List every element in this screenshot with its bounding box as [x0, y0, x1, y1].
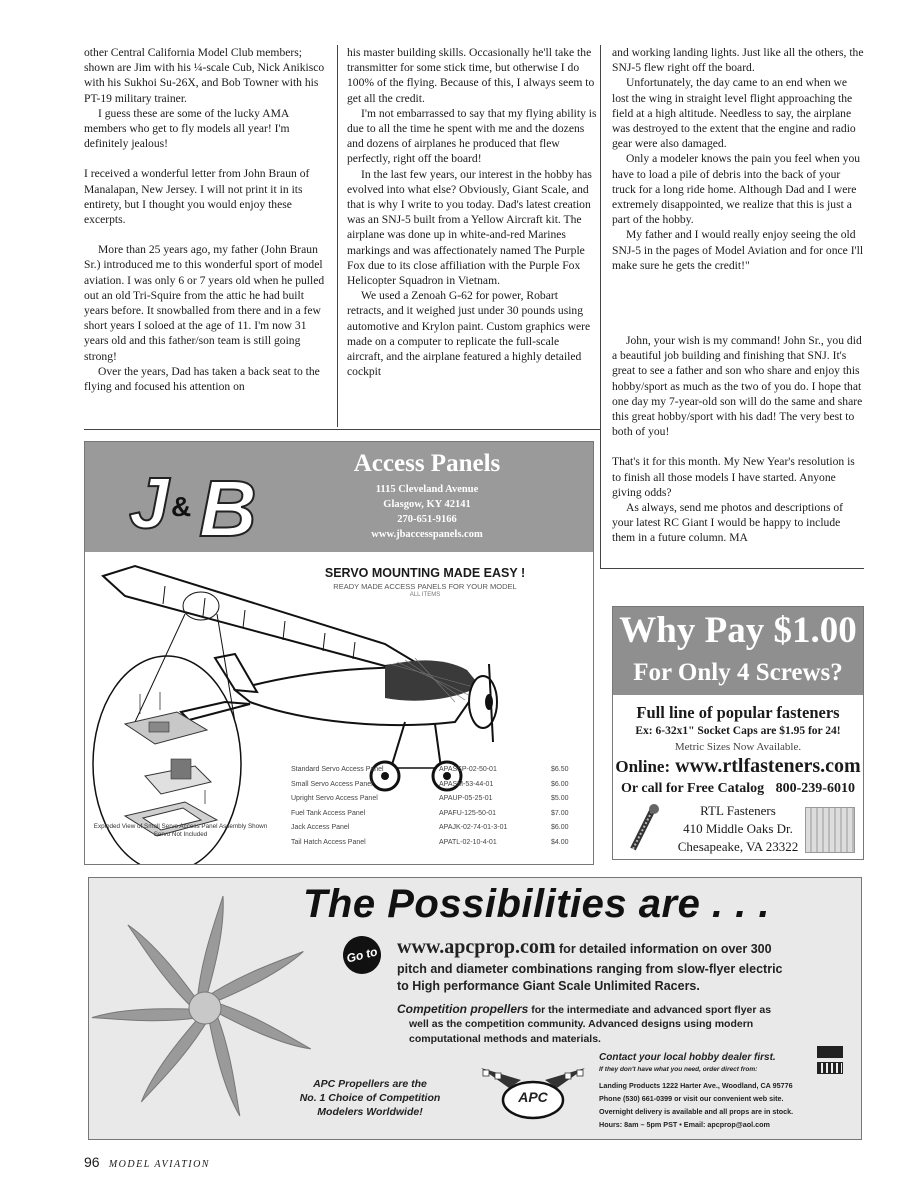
part-price: $6.50: [551, 766, 569, 773]
company-city: Chesapeake, VA 23322: [677, 839, 799, 854]
company-street: 410 Middle Oaks Dr.: [683, 821, 793, 836]
ad-website-line: [397, 936, 772, 959]
page-footer: [84, 1154, 210, 1171]
ad-website[interactable]: www.rtlfasteners.com: [675, 755, 861, 777]
company-name: RTL Fasteners: [700, 803, 776, 818]
part-name: Fuel Tank Access Panel: [291, 809, 366, 817]
ad-headline: The Possibilities are . . .: [303, 882, 770, 926]
competition-label: Competition propellers: [397, 1002, 529, 1016]
paragraph: other Central California Model Club members; shown are Jim with his ¼-scale Cub, Nick Anikisco with his Sukhoi Su-26X, and Bob Towner with his PT-19 military trainer.: [84, 46, 325, 105]
article-column-3: [612, 45, 864, 273]
goto-badge: [339, 932, 385, 978]
parts-price-list: [291, 766, 581, 853]
part-name: Jack Access Panel: [291, 824, 350, 831]
part-code: APATL-02-10-4-01: [439, 838, 497, 846]
ad-phone: 270-651-9166: [397, 514, 457, 525]
competition-line-1: [397, 1002, 771, 1016]
part-price: $6.00: [551, 824, 569, 831]
part-price: $7.00: [551, 809, 569, 817]
rtl-fasteners-ad: [612, 606, 864, 860]
paragraph: I received a wonderful letter from John Braun of Manalapan, New Jersey. I will not print it in its entirety, but I thought you would enjoy these excerpts.: [84, 167, 310, 227]
part-price: $6.00: [551, 780, 569, 788]
paragraph: Over the years, Dad has taken a back seat to the flying and focused his attention on: [84, 364, 320, 394]
ad-address-street: 1115 Cleveland Avenue: [375, 484, 479, 495]
parts-row: [291, 839, 581, 854]
paragraph: I guess these are some of the lucky AMA members who get to fly models all year! I'm definitely jealous!: [84, 106, 290, 151]
illustration-caption: Exploded View of Small Servo Access Panel Assembly Shown Servo Not Included: [93, 823, 268, 838]
ad-website[interactable]: www.jbaccesspanels.com: [371, 529, 483, 540]
ad-subhead: READY MADE ACCESS PANELS FOR YOUR MODEL: [333, 582, 517, 591]
contact-line-6: Hours: 8am – 5pm PST • Email: apcprop@aol.com: [599, 1120, 770, 1129]
paragraph: As always, send me photos and descriptions of your latest RC Giant I would be happy to include them in a future column. MA: [612, 501, 844, 545]
card-icon: [817, 1046, 843, 1058]
part-name: Small Servo Access Panel: [291, 780, 373, 788]
slogan-line-2: No. 1 Choice of Competition: [299, 1092, 441, 1104]
paragraph: Unfortunately, the day came to an end when we lost the wing in straight level flight approaching the field at a high altitude. Needless to say, the airplane was destroyed to the extent that the engine and radio gear were also damaged.: [612, 76, 856, 151]
contact-line-1: Contact your local hobby dealer first.: [599, 1052, 776, 1063]
contact-line-3: Landing Products 1222 Harter Ave., Woodland, CA 95776: [599, 1081, 793, 1090]
online-label: Online:: [615, 757, 671, 776]
page-number: 96: [84, 1154, 100, 1170]
ad-headline: SERVO MOUNTING MADE EASY !: [324, 566, 526, 580]
ad-line-3: to High performance Giant Scale Unlimited Racers.: [397, 979, 700, 993]
catalog-text: Or call for Free Catalog: [621, 781, 765, 796]
parts-row: [291, 795, 581, 810]
part-code: APASM-53-44-01: [439, 780, 494, 788]
jb-access-panels-ad: [84, 441, 594, 865]
paragraph: That's it for this month. My New Year's resolution is to finish all those models I have started. Anyone giving odds?: [612, 455, 855, 499]
goto-text: Go to: [345, 944, 379, 966]
parts-row: [291, 781, 581, 796]
competition-text: for the intermediate and advanced sport flyer as: [531, 1004, 772, 1016]
parts-row: [291, 824, 581, 839]
part-name: Standard Servo Access Panel: [291, 766, 384, 773]
paragraph: his master building skills. Occasionally he'll take the transmitter for some stick time, but otherwise I do 100% of the flying. Because of this, I always seem to get all the credit.: [347, 46, 595, 105]
part-name: Upright Servo Access Panel: [291, 795, 378, 802]
paragraph: I'm not embarrassed to say that my flying ability is due to all the time he spent with me and the dozens and dozens of airplanes he produced that flew perfectly, right off the board!: [347, 106, 597, 166]
paragraph: In the last few years, our interest in the hobby has evolved into what else? Obviously, Giant Scale, and that is why I write to you today. Dad's latest creation was an SNJ-5 built from a Yellow Aircraft kit. The airplane was done up in white-and-red Marines markings and was affectionately named The Purple Fox due to its close affiliation with the Purple Fox Helicopter Squadron in Vietnam.: [347, 167, 592, 288]
ad-line-2: pitch and diameter combinations ranging from slow-flyer electric: [397, 962, 783, 976]
contact-line-4: Phone (530) 661-0399 or visit our convenient web site.: [599, 1094, 784, 1103]
contact-line-5: Overnight delivery is available and all props are in stock.: [599, 1107, 794, 1116]
ad-title: Access Panels: [353, 450, 501, 477]
ad-address-city: Glasgow, KY 42141: [383, 499, 471, 510]
paragraph: We used a Zenoah G-62 for power, Robart retracts, and it weighed just under 30 pounds using automotive and Krylon paint. Custom graphics were made on a computer to replicate the full-scale aircraft, and the airplane featured a highly detailed cockpit: [347, 289, 591, 379]
paragraph: More than 25 years ago, my father (John Braun Sr.) introduced me to this wonderful sport of model aviation. I was only 6 or 7 years old when he pulled out an old Tri-Squire from the attic he had built years before. It snowballed from there and in a few short years I soloed at the age of 11. I'm now 31 years old and this father/son team is still going strong!: [84, 243, 325, 363]
ad-line-fasteners: Full line of popular fasteners: [636, 703, 840, 722]
part-price: $4.00: [551, 838, 569, 846]
part-price: $5.00: [551, 795, 569, 802]
part-code: APASSP-02-50-01: [439, 766, 497, 773]
column-divider: [600, 45, 601, 568]
ad-headline: Why Pay $1.00: [619, 610, 857, 651]
paragraph: Only a modeler knows the pain you feel when you have to load a pile of debris into the back of your truck for a long ride home. Although Dad and I were extremely disappointed, we realize that this is just a part of the hobby.: [612, 152, 861, 227]
column-divider: [337, 45, 338, 427]
article-column-2: [347, 45, 597, 379]
slogan-line-3: Modelers Worldwide!: [317, 1106, 423, 1118]
ad-website[interactable]: www.apcprop.com: [397, 936, 556, 958]
ad-catalog-line: [613, 781, 863, 797]
part-code: APAFU-125-50-01: [439, 809, 497, 817]
part-code: APAUP-05-25-01: [439, 795, 493, 802]
apc-propellers-ad: [88, 877, 862, 1140]
card-logos: [817, 1046, 843, 1074]
competition-line-2: well as the competition community. Advanced designs using modern: [409, 1018, 754, 1030]
parts-row: [291, 810, 581, 825]
svg-text:B: B: [199, 464, 257, 546]
ad-phone: 800-239-6010: [775, 781, 855, 796]
contact-line-2: If they don't have what you need, order direct from:: [599, 1066, 758, 1073]
section-rule: [600, 568, 864, 569]
ad-line-example: Ex: 6-32x1" Socket Caps are $1.95 for 24!: [635, 725, 841, 737]
part-name: Tail Hatch Access Panel: [291, 838, 366, 846]
card-icon: [817, 1062, 843, 1074]
svg-text:&: &: [171, 491, 192, 522]
slogan-line-1: APC Propellers are the: [313, 1078, 427, 1090]
competition-line-3: computational methods and materials.: [409, 1033, 601, 1045]
article-column-3-continued: [612, 333, 864, 546]
ad-line-1: for detailed information on over 300: [559, 942, 772, 956]
ad-subheadline: For Only 4 Screws?: [633, 659, 843, 686]
paragraph: and working landing lights. Just like all the others, the SNJ-5 flew right off the board.: [612, 46, 864, 75]
ad-line-metric: Metric Sizes Now Available.: [674, 741, 802, 753]
ad-online: [613, 755, 863, 778]
paragraph: My father and I would really enjoy seeing the old SNJ-5 in the pages of Model Aviation and for once I'll make sure he gets the credit!": [612, 228, 864, 272]
ad-subhead-2: ALL ITEMS: [409, 592, 441, 598]
svg-text:J: J: [129, 464, 170, 544]
apc-logo-text: APC: [518, 1089, 548, 1105]
article-column-1: [84, 45, 328, 394]
section-rule: [84, 429, 600, 430]
part-code: APAJK-02-74-01-3-01: [439, 824, 508, 831]
parts-row: [291, 766, 581, 781]
paragraph: John, your wish is my command! John Sr., you did a beautiful job building and finishing that SNJ. It's great to see a father and son who share and enjoy this hobby/sport as much as the two of you do. I hope that one day my 7-year-old son will do the same and share this great hobby/sport with his dad! The very best to both of you!: [612, 334, 863, 439]
magazine-name: MODEL AVIATION: [108, 1159, 210, 1170]
